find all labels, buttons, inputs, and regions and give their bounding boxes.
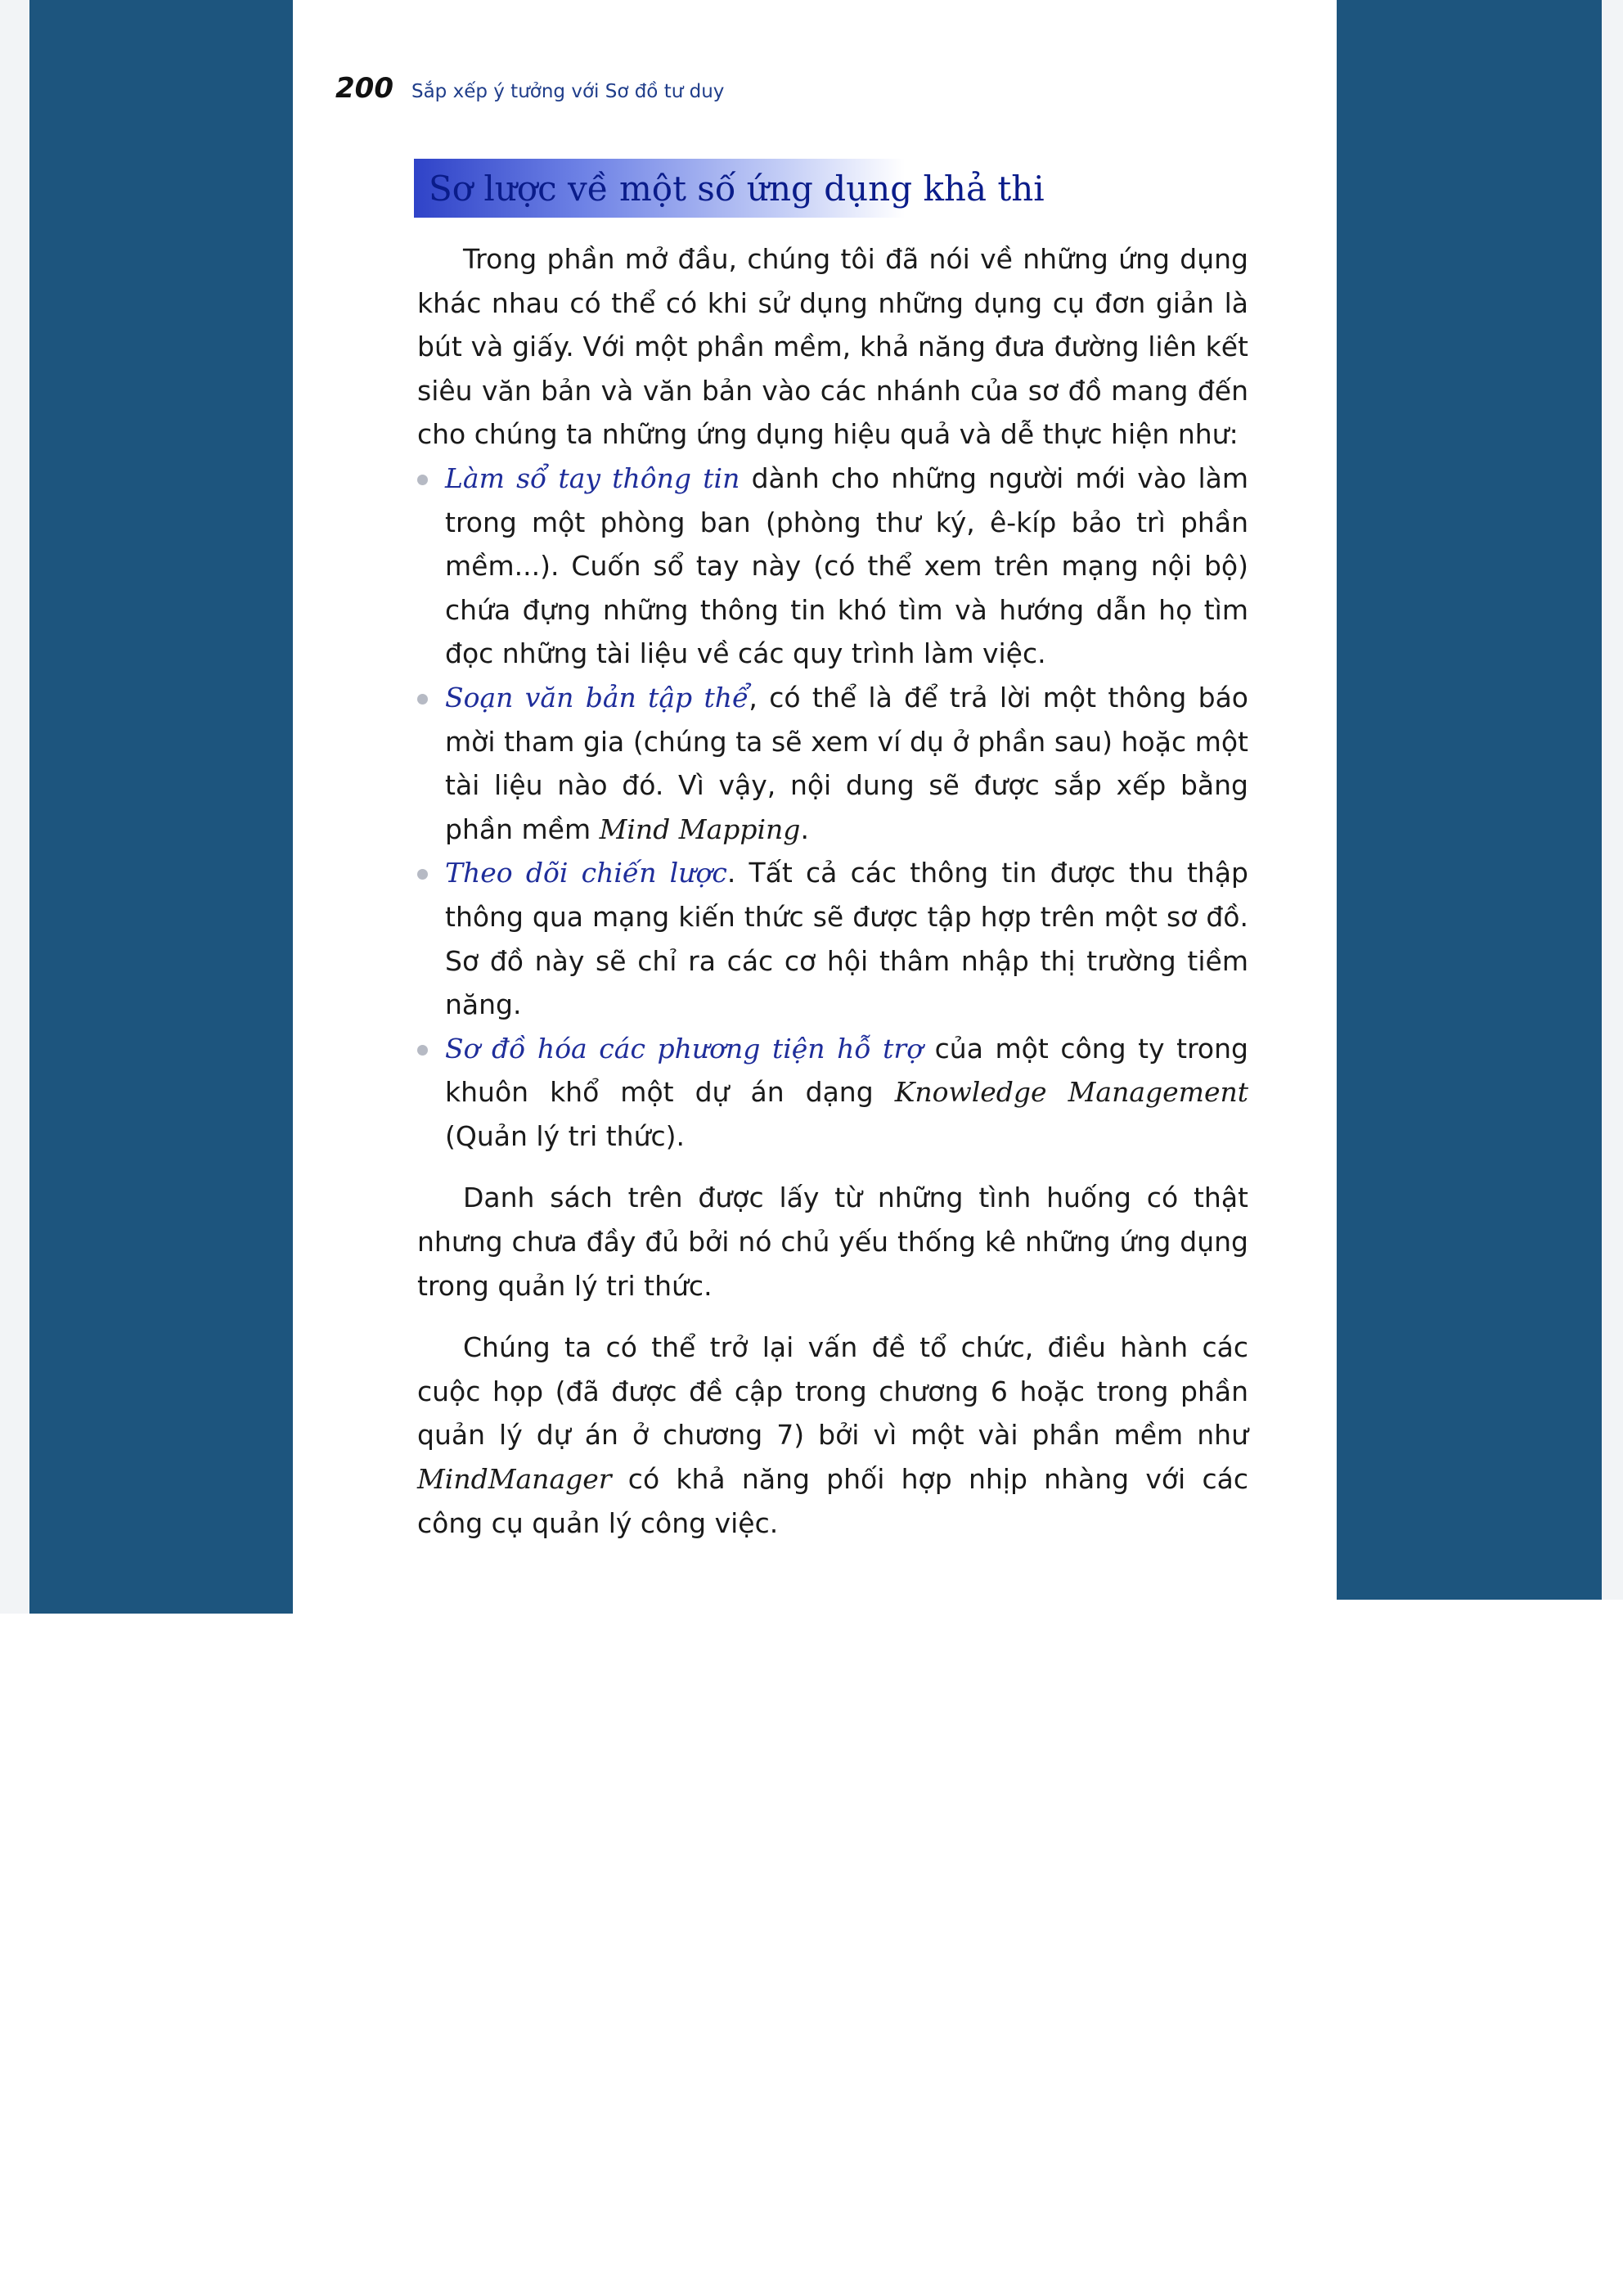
list-item-term: Theo dõi chiến lược	[445, 857, 727, 889]
closing-text-after: có khả năng phối hợp nhịp nhàng với các công cụ quản lý công việc.	[417, 1463, 1248, 1539]
main-text	[417, 237, 1248, 1545]
list-item	[417, 851, 1248, 1026]
closing-text-before: Chúng ta có thể trở lại vấn đề tổ chức, điều hành các cuộc họp (đã được đề cập trong chương 6 hoặc trong phần quản lý dự án ở chương 7) bởi vì một vài phần mềm như	[417, 1331, 1248, 1452]
list-item	[417, 457, 1248, 676]
application-list	[417, 457, 1248, 1159]
page-number: 200	[335, 72, 393, 105]
list-item-tail: .	[800, 813, 809, 845]
left-scan-margin	[0, 0, 29, 1614]
book-page	[293, 0, 1337, 1614]
intro-paragraph: Trong phần mở đầu, chúng tôi đã nói về những ứng dụng khác nhau có thể có khi sử dụng những dụng cụ đơn giản là bút và giấy. Với một phần mềm, khả năng đưa đường liên kết siêu văn bản và văn bản vào các nhánh của sơ đồ mang đến cho chúng ta những ứng dụng hiệu quả và dễ thực hiện như:	[417, 243, 1248, 451]
bullet-icon	[417, 869, 428, 880]
list-item-text: dành cho những người mới vào làm trong một phòng ban (phòng thư ký, ê-kíp bảo trì phần mềm...). Cuốn sổ tay này (có thể xem trên mạng nội bộ) chứa đựng những thông tin khó tìm và hướng dẫn họ tìm đọc những tài liệu về các quy trình làm việc.	[445, 461, 1249, 670]
list-item-emphasis: Mind Mapping	[599, 813, 801, 845]
list-item-term: Làm sổ tay thông tin	[445, 461, 740, 494]
list-item-term: Soạn văn bản tập thể	[445, 681, 749, 714]
list-item	[417, 1027, 1248, 1159]
summary-paragraph: Danh sách trên được lấy từ những tình huống có thật nhưng chưa đầy đủ bởi nó chủ yếu thống kê những ứng dụng trong quản lý tri thức.	[417, 1182, 1248, 1302]
right-scan-margin	[1602, 0, 1623, 1600]
list-item-text: của một công ty trong khuôn khổ một dự án dạng	[445, 1032, 1248, 1109]
section-heading-band	[414, 159, 1045, 218]
left-scan-border	[0, 0, 293, 1614]
list-item-term: Sơ đồ hóa các phương tiện hỗ trợ	[445, 1032, 924, 1065]
running-head	[335, 72, 724, 118]
list-item-text: . Tất cả các thông tin được thu thập thông qua mạng kiến thức sẽ được tập hợp trên một sơ đồ. Sơ đồ này sẽ chỉ ra các cơ hội thâm nhập thị trường tiềm năng.	[445, 857, 1248, 1021]
running-title: Sắp xếp ý tưởng với Sơ đồ tư duy	[411, 81, 725, 102]
bullet-icon	[417, 475, 428, 485]
section-heading: Sơ lược về một số ứng dụng khả thi	[429, 168, 1045, 209]
list-item	[417, 676, 1248, 851]
bullet-icon	[417, 1045, 428, 1056]
closing-paragraph	[417, 1326, 1248, 1545]
list-item-emphasis: Knowledge Management	[894, 1076, 1248, 1109]
right-scan-border	[1337, 0, 1623, 1600]
bullet-icon	[417, 694, 428, 705]
list-item-tail: (Quản lý tri thức).	[445, 1119, 686, 1152]
list-item-text: , có thể là để trả lời một thông báo mời tham gia (chúng ta sẽ xem ví dụ ở phần sau) hoặc một tài liệu nào đó. Vì vậy, nội dung sẽ được sắp xếp bằng phần mềm	[445, 681, 1248, 845]
closing-emphasis: MindManager	[417, 1463, 612, 1496]
